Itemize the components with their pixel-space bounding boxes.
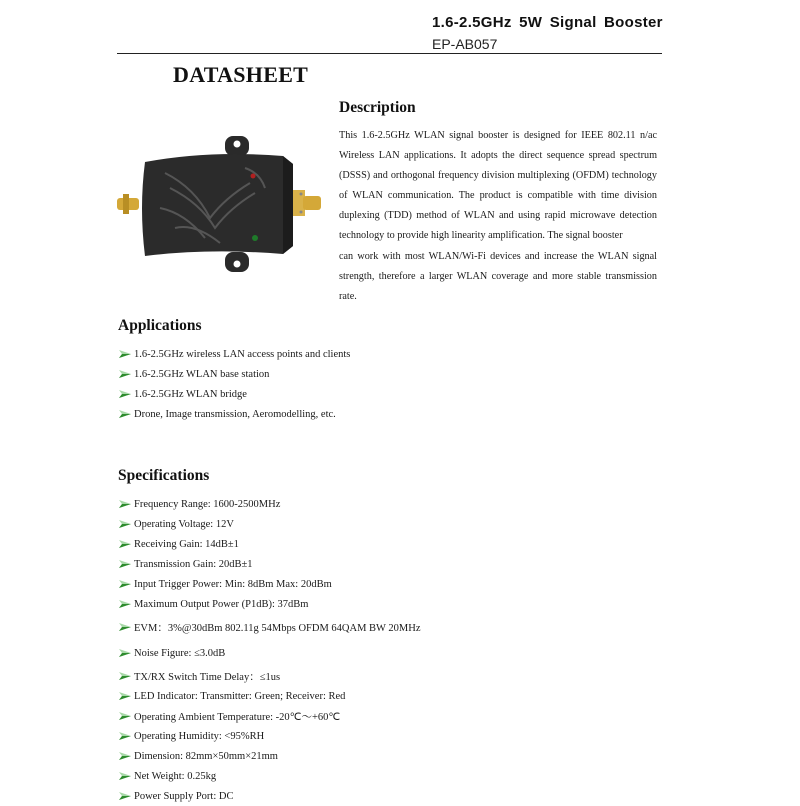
arrow-bullet-icon — [118, 648, 132, 658]
arrow-bullet-icon — [118, 389, 132, 399]
list-item-text: Dimension: 82mm×50mm×21mm — [134, 750, 278, 762]
arrow-bullet-icon — [118, 519, 132, 529]
list-item — [118, 534, 420, 554]
list-item — [118, 614, 420, 640]
list-item — [118, 594, 420, 614]
list-item — [118, 666, 420, 686]
list-item-text: 1.6-2.5GHz wireless LAN access points and clients — [134, 348, 351, 360]
list-item — [118, 786, 420, 806]
arrow-bullet-icon — [118, 691, 132, 701]
arrow-bullet-icon — [118, 349, 132, 359]
list-item — [118, 706, 420, 726]
description-paragraph: This 1.6-2.5GHz WLAN signal booster is designed for IEEE 802.11 n/ac Wireless LAN applications. It adopts the direct sequence spread spectrum (DSSS) and orthogonal frequency division multiplexing (OFDM) technology of WLAN communication. The product is compatible with time division duplexing (TDD) method of WLAN and using rapid microwave detection technology to provide high linearity amplification. The signal booster — [339, 130, 657, 242]
list-item-text: TX/RX Switch Time Delay：≤1us — [134, 671, 281, 683]
header-model: EP-AB057 — [432, 36, 498, 52]
document-title: DATASHEET — [173, 62, 309, 87]
specifications-heading: Specifications — [118, 467, 210, 484]
arrow-bullet-icon — [118, 771, 132, 781]
list-item-text: Power Supply Port: DC — [134, 790, 234, 802]
list-item — [118, 344, 350, 364]
arrow-bullet-icon — [118, 499, 132, 509]
arrow-bullet-icon — [118, 409, 132, 419]
description-heading: Description — [339, 99, 416, 116]
led-green — [252, 235, 258, 241]
list-item — [118, 384, 350, 404]
arrow-bullet-icon — [118, 539, 132, 549]
list-item-text: LED Indicator: Transmitter: Green; Receiver: Red — [134, 690, 346, 702]
list-item — [118, 554, 420, 574]
arrow-bullet-icon — [118, 751, 132, 761]
arrow-bullet-icon — [118, 599, 132, 609]
list-item — [118, 766, 420, 786]
arrow-bullet-icon — [118, 579, 132, 589]
arrow-bullet-icon — [118, 622, 132, 632]
list-item-text: Operating Humidity: <95%RH — [134, 730, 265, 742]
list-item — [118, 574, 420, 594]
list-item-text: Noise Figure: ≤3.0dB — [134, 647, 226, 659]
specifications-list — [118, 494, 420, 806]
list-item — [118, 746, 420, 766]
list-item — [118, 640, 420, 666]
list-item-text: 1.6-2.5GHz WLAN base station — [134, 368, 270, 380]
list-item — [118, 404, 350, 424]
list-item — [118, 364, 350, 384]
header-title: 1.6-2.5GHz 5W Signal Booster — [432, 14, 663, 31]
description-body — [339, 126, 657, 307]
list-item-text: Operating Ambient Temperature: -20℃～+60℃ — [134, 711, 341, 723]
arrow-bullet-icon — [118, 369, 132, 379]
applications-list — [118, 344, 350, 424]
list-item-text: Net Weight: 0.25kg — [134, 770, 217, 782]
list-item-text: Operating Voltage: 12V — [134, 518, 234, 530]
list-item-text: Drone, Image transmission, Aeromodelling, etc. — [134, 408, 336, 420]
list-item-text: Receiving Gain: 14dB±1 — [134, 538, 239, 550]
arrow-bullet-icon — [118, 559, 132, 569]
list-item-text: EVM：3%@30dBm 802.11g 54Mbps OFDM 64QAM BW 20MHz — [134, 622, 421, 634]
list-item — [118, 514, 420, 534]
applications-heading: Applications — [118, 317, 202, 334]
list-item-text: Maximum Output Power (P1dB): 37dBm — [134, 598, 309, 610]
list-item-text: Frequency Range: 1600-2500MHz — [134, 498, 281, 510]
arrow-bullet-icon — [118, 731, 132, 741]
list-item — [118, 494, 420, 514]
led-red — [251, 174, 256, 179]
header-divider — [117, 53, 662, 54]
arrow-bullet-icon — [118, 711, 132, 721]
list-item-text: 1.6-2.5GHz WLAN bridge — [134, 388, 247, 400]
description-paragraph: can work with most WLAN/Wi-Fi devices and increase the WLAN signal strength, therefore a larger WLAN coverage and more stable transmission rate. — [339, 250, 657, 302]
list-item — [118, 686, 420, 706]
arrow-bullet-icon — [118, 671, 132, 681]
list-item-text: Transmission Gain: 20dB±1 — [134, 558, 253, 570]
list-item-text: Input Trigger Power: Min: 8dBm Max: 20dBm — [134, 578, 332, 590]
product-image — [115, 128, 325, 278]
list-item — [118, 726, 420, 746]
connector-left — [117, 194, 139, 214]
